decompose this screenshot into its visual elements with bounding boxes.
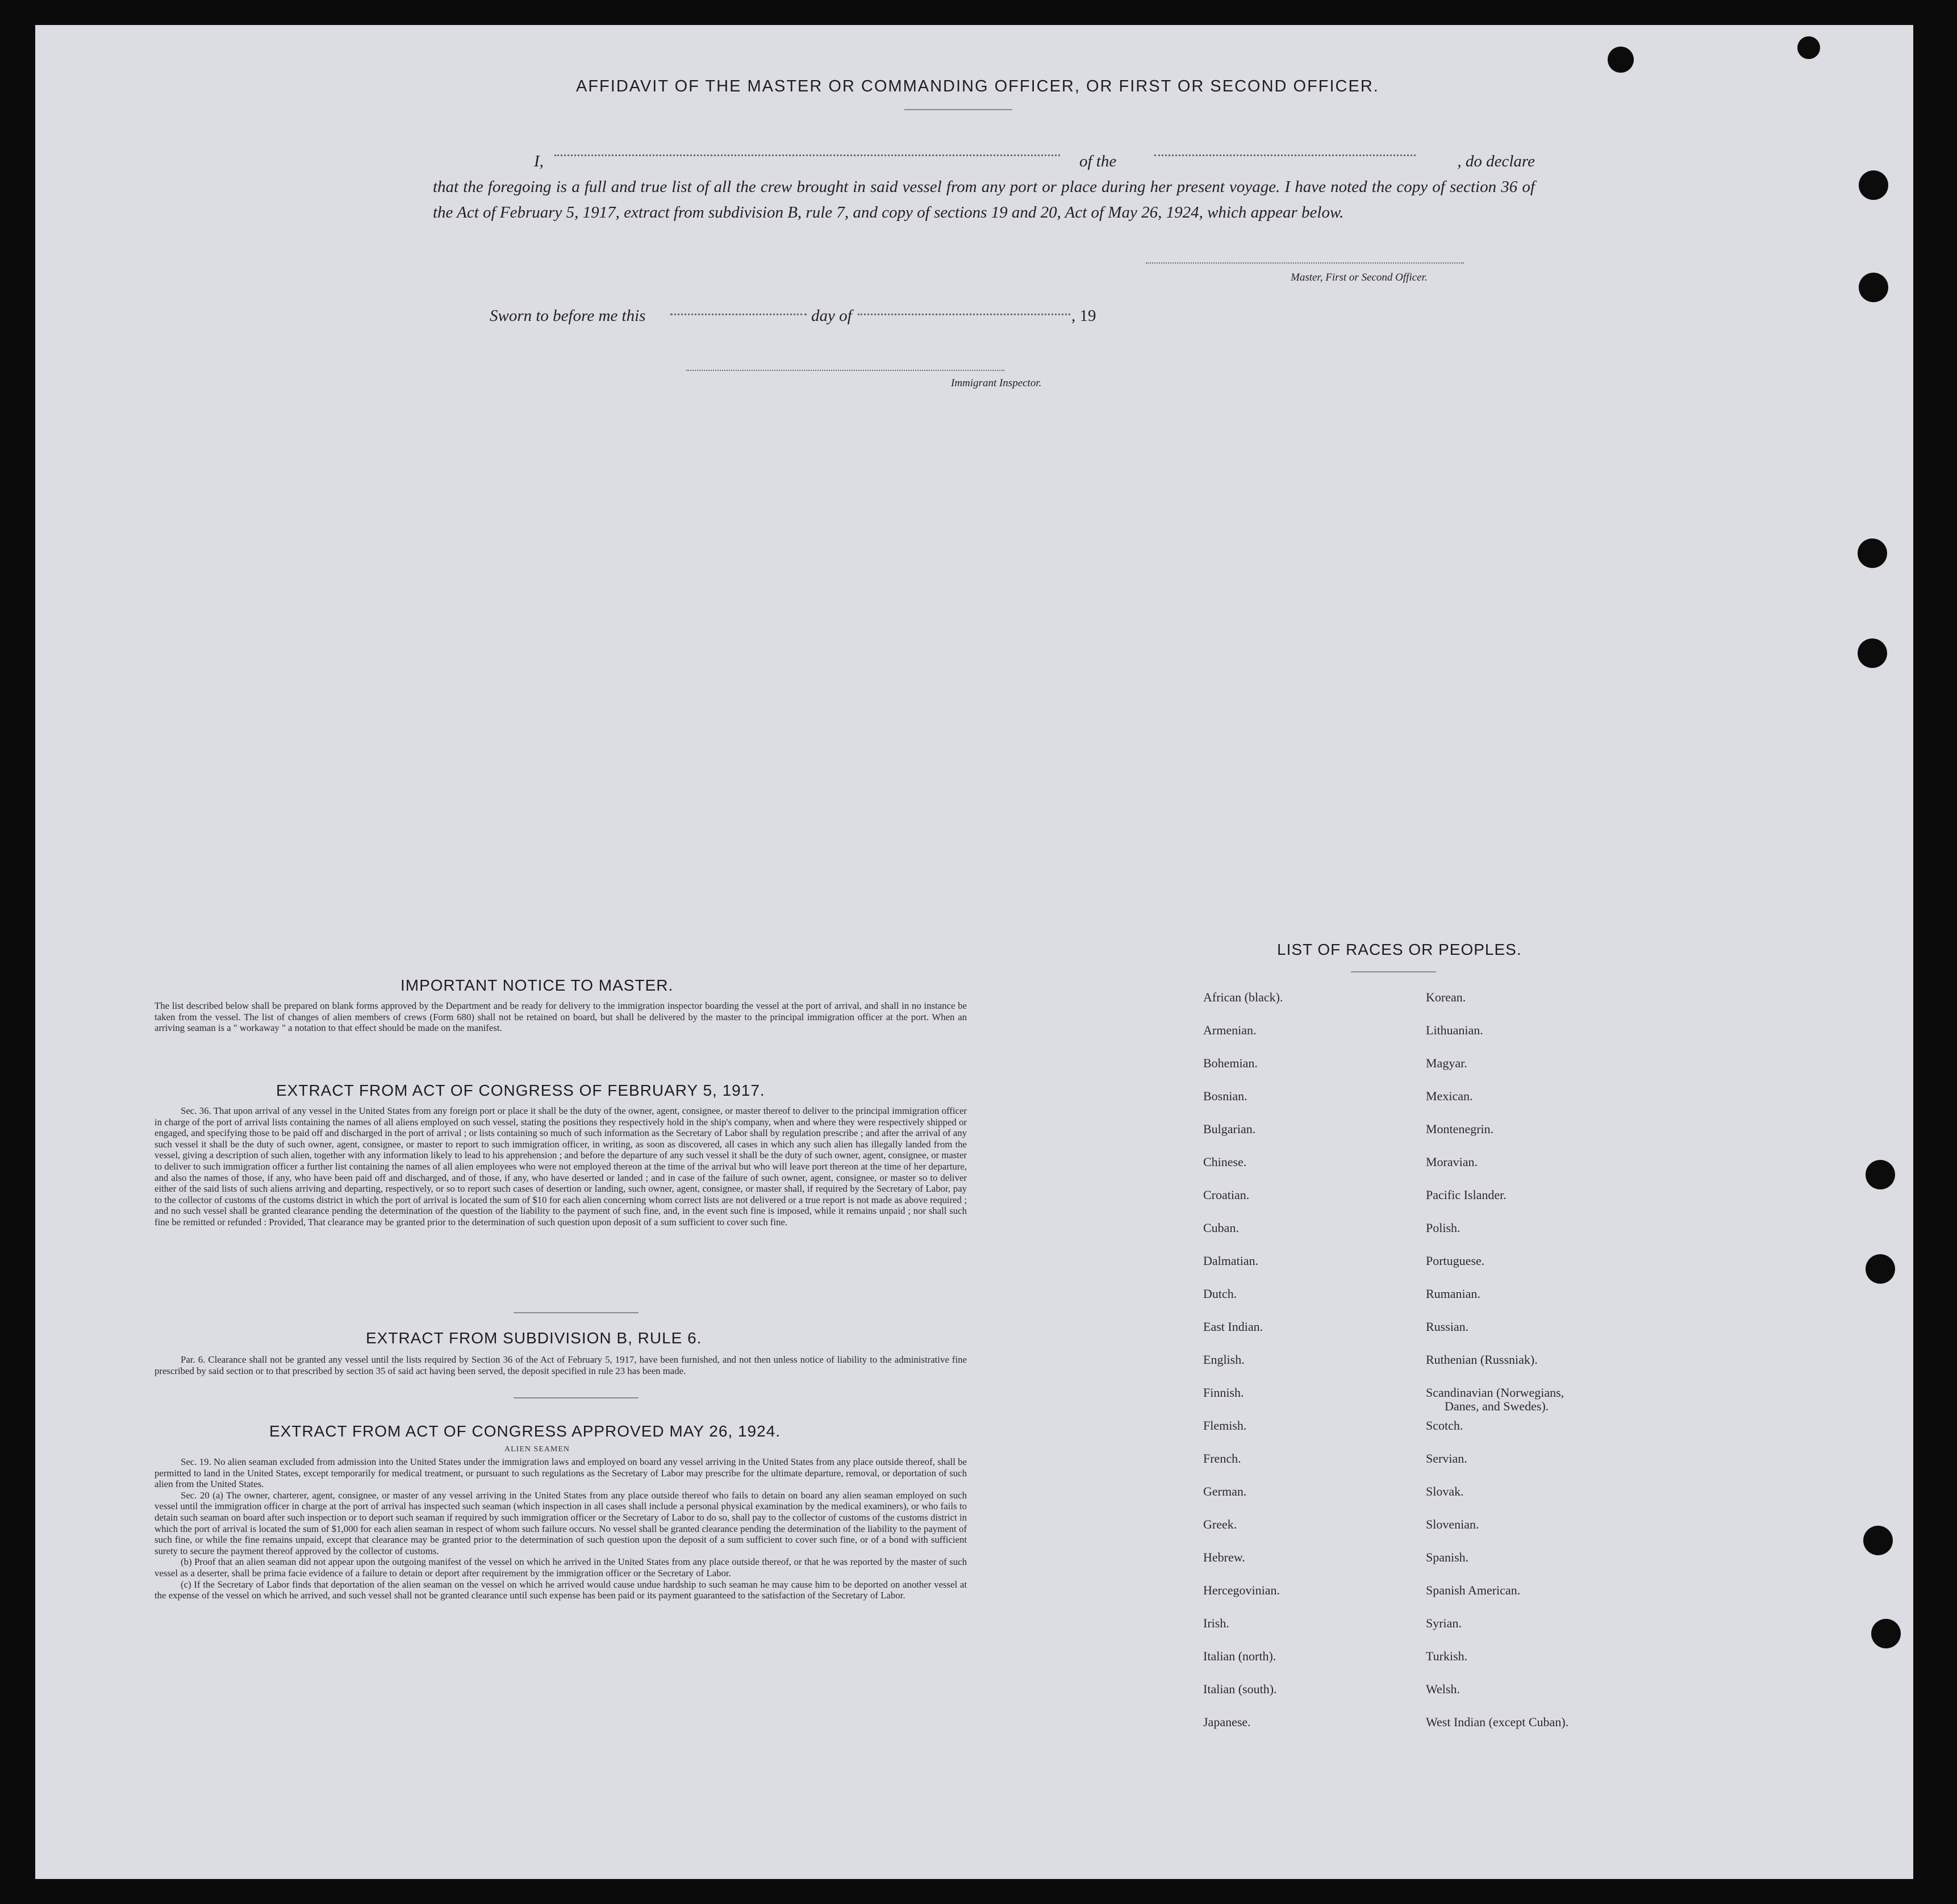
punch-hole	[1863, 1526, 1893, 1555]
year-label: , 19	[1071, 307, 1096, 325]
race-item: Welsh.	[1426, 1682, 1460, 1696]
extract-1917-text: Sec. 36. That upon arrival of any vessel in the United States from any foreign port or place it shall be the duty of the owner, agent, consignee, or master thereof to deliver to the principal immigration officer in charge of the port of arrival lists containing the names of all aliens employed on such vessel, stating the positions they respectively hold in the ship's company, when and where they were respectively shipped or engaged, and specifying those to be paid off and discharged in the port of arrival ; or lists containing so much of such information as the Secretary of Labor shall by regulation prescribe ; and after the arrival of any such vessel it shall be the duty of such owner, agent, consignee, or master to report to such immigration officer, in writing, as soon as discovered, all cases in which any such alien has illegally landed from the vessel, giving a description of such alien, together with any information likely to lead to his apprehension ; and before the departure of any such vessel it shall be the duty of such owner, agent, consignee, or master to deliver to such immigration officer a further list containing the names of all alien employees who were not employed thereon at the time of the arrival but who will leave port thereon at the time of her departure, and also the names of those, if any, who have been paid off and discharged, and of those, if any, who have deserted or landed ; and in case of the failure of such owner, agent, consignee, or master so to deliver either of the said lists of such aliens arriving and departing, respectively, or so to report such cases of desertion or landing, such owner, agent, consignee, or master shall, if required by the Secretary of Labor, pay to the collector of customs of the customs district in which the port of arrival is located the sum of $10 for each alien concerning whom correct lists are not delivered or a true report is not made as above required ; and no such vessel shall be granted clearance pending the determination of the question of the liability to the payment of such fine, and, in the event such fine is imposed, while it remains unpaid ; nor shall such fine be remitted or refunded : Provided, That clearance may be granted prior to the determination of such question upon deposit of a sum sufficient to cover such fine.	[155, 1105, 967, 1227]
race-item: German.	[1203, 1484, 1247, 1498]
race-item: Montenegrin.	[1426, 1122, 1494, 1136]
extract-1924-text	[155, 1456, 967, 1601]
race-item: Armenian.	[1203, 1023, 1257, 1037]
race-item: Irish.	[1203, 1616, 1229, 1630]
section-19: Sec. 19. No alien seaman excluded from admission into the United States under the immigration laws and employed on board any vessel arriving in the United States from any place outside thereof, shall be permitted to land in the United States, except temporarily for medical treatment, or pursuant to such regulations as the Secretary of Labor may prescribe for the ultimate departure, removal, or deportation of such alien from the United States.	[155, 1456, 967, 1490]
extract-1924-subtitle: ALIEN SEAMEN	[504, 1445, 570, 1454]
race-item: Magyar.	[1426, 1056, 1467, 1070]
race-item: Moravian.	[1426, 1155, 1478, 1169]
race-item: English.	[1203, 1352, 1245, 1367]
race-item: Croatian.	[1203, 1188, 1250, 1202]
declaration-first-line	[433, 149, 1535, 174]
divider	[1351, 971, 1436, 972]
race-item: Italian (south).	[1203, 1682, 1277, 1696]
race-item: Scandinavian (Norwegians, Danes, and Swedes).	[1426, 1385, 1564, 1413]
manifest-page	[35, 25, 1913, 1879]
race-item: Polish.	[1426, 1221, 1461, 1235]
race-item: Bulgarian.	[1203, 1122, 1256, 1136]
race-item: Cuban.	[1203, 1221, 1239, 1235]
race-item: African (black).	[1203, 990, 1283, 1004]
race-item: Portuguese.	[1426, 1254, 1485, 1268]
inspector-signature-line	[686, 370, 1004, 371]
race-item: Scotch.	[1426, 1418, 1463, 1433]
race-item: Italian (north).	[1203, 1649, 1276, 1663]
declaration-text: that the foregoing is a full and true list of all the crew brought in said vessel from any port or place during her present voyage. I have noted the copy of section 36 of the Act of February 5, 1917, extract from subdivision B, rule 7, and copy of sections 19 and 20, Act of May 26, 1924, which appear below.	[433, 178, 1535, 222]
race-item: Dutch.	[1203, 1287, 1237, 1301]
race-item: Slovak.	[1426, 1484, 1464, 1498]
race-item: Spanish.	[1426, 1550, 1469, 1564]
divider	[514, 1312, 639, 1313]
race-item: Japanese.	[1203, 1715, 1251, 1729]
race-item: Flemish.	[1203, 1418, 1247, 1433]
race-item: West Indian (except Cuban).	[1426, 1715, 1569, 1729]
race-item: Rumanian.	[1426, 1287, 1480, 1301]
race-item: Mexican.	[1426, 1089, 1473, 1103]
punch-hole	[1866, 1254, 1895, 1284]
divider	[904, 109, 1012, 110]
name-blank	[554, 155, 1060, 156]
race-item: Pacific Islander.	[1426, 1188, 1507, 1202]
race-item: Greek.	[1203, 1517, 1237, 1531]
day-of-label: day of	[811, 307, 852, 325]
punch-hole	[1859, 273, 1888, 302]
race-item: Chinese.	[1203, 1155, 1247, 1169]
punch-hole	[1859, 170, 1888, 200]
divider	[514, 1397, 639, 1398]
vessel-blank	[1154, 155, 1416, 156]
master-signature-line	[1146, 262, 1464, 264]
punch-hole	[1608, 47, 1634, 73]
of-the-label: of the	[1079, 152, 1117, 170]
month-blank	[858, 314, 1070, 315]
race-item: Servian.	[1426, 1451, 1467, 1465]
race-item: Russian.	[1426, 1320, 1469, 1334]
race-item: Turkish.	[1426, 1649, 1468, 1663]
race-item: Ruthenian (Russniak).	[1426, 1352, 1538, 1367]
race-item: Dalmatian.	[1203, 1254, 1259, 1268]
race-item: Bosnian.	[1203, 1089, 1247, 1103]
race-item: Hebrew.	[1203, 1550, 1245, 1564]
extract-rule6-title: EXTRACT FROM SUBDIVISION B, RULE 6.	[366, 1329, 702, 1347]
extract-1917-title: EXTRACT FROM ACT OF CONGRESS OF FEBRUARY 5, 1917.	[276, 1082, 765, 1099]
affidavit-title: AFFIDAVIT OF THE MASTER OR COMMANDING OFFICER, OR FIRST OR SECOND OFFICER.	[576, 77, 1379, 95]
race-item: Spanish American.	[1426, 1583, 1521, 1597]
section-20a: Sec. 20 (a) The owner, charterer, agent, consignee, or master of any vessel arriving in the United States from any place outside thereof who fails to detain on board any alien seaman employed on such vessel until the immigration officer in charge at the port of arrival has inspected such seaman (which inspection in all cases shall include a personal physical examination by the medical examiners), or who fails to detain such seaman on board after such inspection or to deport such seaman if required by such immigration officer or the Secretary of Labor to do so, shall pay to the collector of customs of the customs district in which the port of arrival is located the sum of $1,000 for each alien seaman in respect of whom such failure occurs. No vessel shall be granted clearance pending the determination of the liability to the payment of such fine, or while the fine remains unpaid, except that clearance may be granted prior to the determination of such question upon the deposit of a sum sufficient to cover such fine, or of a bond with sufficient surety to secure the payment thereof approved by the collector of customs.	[155, 1489, 967, 1556]
race-item: Bohemian.	[1203, 1056, 1258, 1070]
punch-hole	[1866, 1160, 1895, 1189]
races-title: LIST OF RACES OR PEOPLES.	[1277, 941, 1522, 958]
races-list	[1203, 991, 1714, 1774]
punch-hole	[1797, 36, 1820, 59]
race-item: Syrian.	[1426, 1616, 1462, 1630]
race-item: Finnish.	[1203, 1385, 1244, 1400]
race-item: Korean.	[1426, 990, 1466, 1004]
master-signature-caption: Master, First or Second Officer.	[1291, 272, 1428, 283]
do-declare-label: , do declare	[1457, 152, 1535, 170]
section-20c: (c) If the Secretary of Labor finds that deportation of the alien seaman on the vessel on which he arrived would cause undue hardship to such seaman he may cause him to be deported on another vessel at the expense of the vessel on which he arrived, and such vessel shall not be granted clearance until such expense has been paid or its payment guaranteed to the satisfaction of the Secretary of Labor.	[155, 1579, 967, 1601]
day-blank	[670, 314, 807, 315]
race-item: East Indian.	[1203, 1320, 1263, 1334]
race-item: Lithuanian.	[1426, 1023, 1483, 1037]
punch-hole	[1858, 538, 1887, 568]
notice-title: IMPORTANT NOTICE TO MASTER.	[400, 976, 674, 994]
extract-1924-title: EXTRACT FROM ACT OF CONGRESS APPROVED MAY 26, 1924.	[269, 1422, 781, 1440]
punch-hole	[1858, 638, 1887, 668]
punch-hole	[1871, 1619, 1901, 1648]
extract-rule6-text: Par. 6. Clearance shall not be granted any vessel until the lists required by Section 36 of the Act of February 5, 1917, have been furnished, and not then unless notice of liability to the administrative fine prescribed by said section or to that prescribed by section 35 of said act having been served, the deposit specified in rule 23 has been made.	[155, 1354, 967, 1376]
race-item: Slovenian.	[1426, 1517, 1479, 1531]
race-item: French.	[1203, 1451, 1241, 1465]
notice-text: The list described below shall be prepared on blank forms approved by the Department and be ready for delivery to the immigration inspector boarding the vessel at the port of arrival, and shall in no instance be taken from the vessel. The list of changes of alien members of crews (Form 680) shall not be retained on board, but shall be delivered by the master to the principal immigration officer at the port. When an arriving seaman is a " workaway " a notation to that effect should be made on the manifest.	[155, 1000, 967, 1034]
section-20b: (b) Proof that an alien seaman did not appear upon the outgoing manifest of the vessel on which he arrived in the United States from any place outside thereof, or that he was reported by the master of such vessel as a deserter, shall be prima facie evidence of a failure to detain or deport after requirement by the immigration officer or the Secretary of Labor.	[155, 1556, 967, 1579]
sworn-label: Sworn to before me this	[490, 307, 646, 325]
sworn-line	[490, 307, 1171, 332]
race-item: Hercegovinian.	[1203, 1583, 1280, 1597]
inspector-caption: Immigrant Inspector.	[951, 377, 1042, 389]
i-label: I,	[534, 152, 544, 170]
